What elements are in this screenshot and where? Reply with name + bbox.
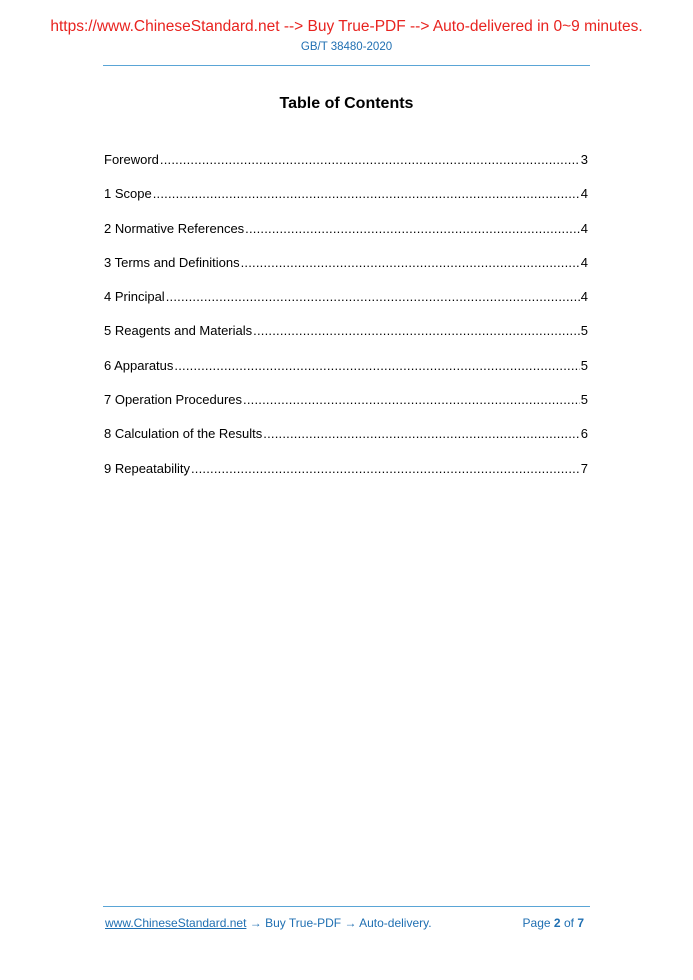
toc-leader-dots [263,426,580,441]
toc-entry-terms-and-definitions[interactable] [104,255,588,289]
toc-entry-label: 8 Calculation of the Results [104,426,263,442]
toc-entry-page: 7 [580,460,588,476]
of-word: of [563,916,574,930]
top-banner-link[interactable]: https://www.ChineseStandard.net --> Buy True-PDF --> Auto-delivered in 0~9 minutes. [50,18,643,35]
toc-entry-label: 6 Apparatus [104,357,174,373]
toc-entry-label: 9 Repeatability [104,460,190,476]
toc-entry-page: 4 [580,220,588,236]
toc-leader-dots [160,152,580,167]
toc-entry-normative-references[interactable] [104,221,588,255]
toc-leader-dots [245,221,580,236]
toc-leader-dots [166,289,580,304]
toc-leader-dots [243,392,580,407]
page-word: Page [522,916,551,930]
toc-entry-principal[interactable] [104,289,588,323]
toc-entry-repeatability[interactable] [104,461,588,495]
toc-entry-reagents-and-materials[interactable] [104,323,588,357]
toc-entry-operation-procedures[interactable] [104,392,588,426]
toc-entry-page: 3 [580,152,588,167]
toc-leader-dots [253,323,580,338]
toc-leader-dots [174,358,579,373]
page-indicator [523,916,584,930]
toc-entry-foreword[interactable] [104,152,588,186]
footer-tagline: → Buy True-PDF → Auto-delivery. [246,916,432,930]
toc-entry-page: 5 [580,357,588,373]
toc-entry-page: 4 [580,289,588,305]
footer-left [105,916,432,930]
toc-entry-page: 4 [580,254,588,270]
toc-entry-label: 3 Terms and Definitions [104,254,240,270]
toc-entry-label: 5 Reagents and Materials [104,323,253,339]
toc-entry-page: 6 [580,426,588,442]
toc-list [104,152,588,495]
current-page-number: 2 [553,916,561,930]
header-divider [103,65,590,66]
toc-entry-label: Foreword [104,152,159,167]
toc-entry-label: 4 Principal [104,289,165,305]
toc-entry-page: 5 [580,392,588,408]
footer-site-link[interactable]: www.ChineseStandard.net [105,916,247,930]
toc-entry-scope[interactable] [104,186,588,220]
total-pages-number: 7 [577,916,584,930]
toc-entry-calculation-of-results[interactable] [104,426,588,460]
toc-leader-dots [191,461,580,476]
toc-entry-page: 5 [580,323,588,339]
footer-divider [103,906,590,907]
standard-number: GB/T 38480-2020 [300,41,393,53]
toc-leader-dots [241,255,580,270]
toc-entry-label: 7 Operation Procedures [104,392,243,408]
toc-leader-dots [153,186,580,201]
toc-entry-apparatus[interactable] [104,358,588,392]
toc-entry-label: 1 Scope [104,186,152,202]
toc-entry-page: 4 [580,186,588,202]
toc-entry-label: 2 Normative References [104,220,245,236]
page-title: Table of Contents [279,95,414,112]
